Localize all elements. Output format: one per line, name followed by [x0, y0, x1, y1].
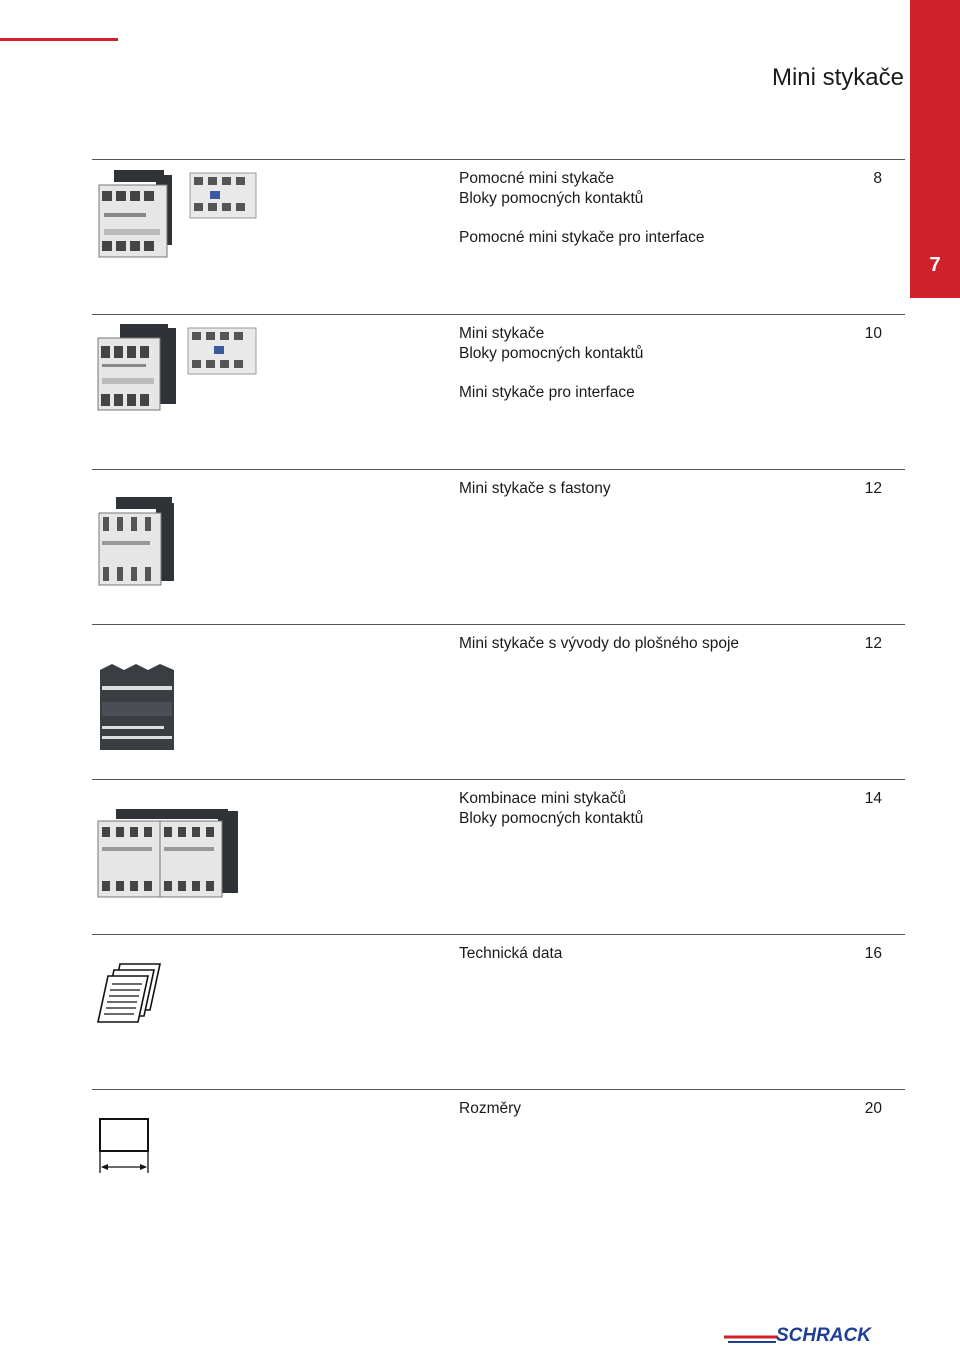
entry-page-number: 8 — [873, 170, 882, 187]
entry-page-number: 16 — [864, 945, 882, 962]
entry-page-number: 10 — [864, 325, 882, 342]
dimensions-icon — [94, 1095, 264, 1235]
entry-page-number: 12 — [864, 480, 882, 497]
entry-line: Mini stykače pro interface — [459, 384, 635, 401]
page-title: Mini stykače — [771, 64, 904, 91]
toc-entry[interactable] — [92, 779, 905, 935]
entry-line: Technická data — [459, 945, 563, 962]
entry-line: Pomocné mini stykače pro interface — [459, 229, 705, 246]
contactor-pcb-icon — [94, 630, 264, 770]
entry-line: Mini stykače s fastony — [459, 480, 611, 497]
toc-entry[interactable] — [92, 934, 905, 1090]
chapter-tab-number: 7 — [929, 254, 941, 276]
entry-line: Mini stykače s vývody do plošného spoje — [459, 635, 740, 652]
entry-page-number: 14 — [864, 790, 882, 807]
entry-page-number: 20 — [864, 1100, 882, 1117]
entry-line: Bloky pomocných kontaktů — [459, 345, 644, 362]
contactor-with-aux-block-icon — [94, 165, 264, 305]
entry-line: Bloky pomocných kontaktů — [459, 810, 644, 827]
entry-line: Rozměry — [459, 1100, 522, 1117]
entry-line: Kombinace mini stykačů — [459, 790, 627, 807]
entry-line: Bloky pomocných kontaktů — [459, 190, 644, 207]
documents-icon — [94, 940, 264, 1080]
entry-line: Pomocné mini stykače — [459, 170, 615, 187]
entry-page-number: 12 — [864, 635, 882, 652]
contactor-fastons-icon — [94, 475, 264, 615]
logo-text: SCHRACK — [776, 1325, 871, 1346]
entry-line: Mini stykače — [459, 325, 545, 342]
toc-entry[interactable] — [92, 314, 905, 470]
contactor-combination-icon — [94, 785, 264, 925]
schrack-logo — [724, 1322, 906, 1346]
toc-entry[interactable] — [92, 469, 905, 625]
toc-entry[interactable] — [92, 1089, 905, 1245]
contactor-with-aux-block-icon — [94, 320, 264, 460]
toc-entry[interactable] — [92, 624, 905, 780]
toc-entry[interactable] — [92, 159, 905, 315]
header-accent-rule — [0, 38, 118, 41]
